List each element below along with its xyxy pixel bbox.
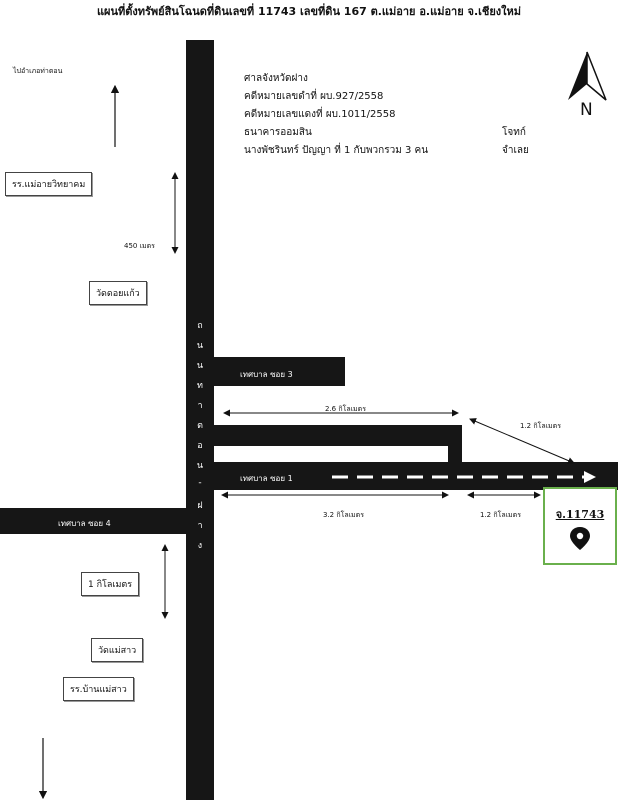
distance-1-2km-top-label: 1.2 กิโลเมตร — [520, 422, 561, 430]
route-arrowhead — [584, 471, 596, 483]
main-road-name-char: - — [198, 478, 202, 488]
school-mae-ai-box: รร.แม่อายวิทยาคม — [5, 172, 92, 196]
black-case-number: คดีหมายเลขดำที่ ผบ.927/2558 — [244, 91, 384, 102]
case-info — [244, 70, 544, 160]
soi1-label: เทศบาล ซอย 1 — [240, 474, 293, 483]
map-title: แผนที่ตั้งทรัพย์สินโฉนดที่ดินเลขที่ 11743 เลขที่ดิน 167 ต.แม่อาย อ.แม่อาย จ.เชียงใหม่ — [96, 5, 522, 18]
main-road-name-char: ถ — [197, 321, 203, 331]
main-road-name-char: น — [196, 341, 204, 351]
distance-450m-label: 450 เมตร — [124, 242, 155, 250]
main-road-name-char: ฝ — [197, 501, 203, 511]
map-pin-icon — [545, 489, 615, 563]
red-case-number: คดีหมายเลขแดงที่ ผบ.1011/2558 — [244, 109, 396, 120]
soi3-label: เทศบาล ซอย 3 — [240, 370, 293, 379]
compass-label: N — [580, 100, 593, 120]
school-mae-sao-box: รร.บ้านแม่สาว — [63, 677, 134, 701]
plaintiff-name: ธนาคารออมสิน — [244, 127, 312, 138]
wat-doi-kaeo-box: วัดดอยแก้ว — [89, 281, 147, 305]
main-road-name-char: า — [197, 401, 203, 411]
defendant-role: จำเลย — [502, 145, 529, 156]
main-road-name-char: น — [196, 461, 204, 471]
property-plot — [543, 487, 617, 565]
main-road-name-char: า — [197, 521, 203, 531]
wat-mae-sao-box: วัดแม่สาว — [91, 638, 143, 662]
plaintiff-role: โจทก์ — [502, 127, 526, 138]
distance-1-2km-bottom-label: 1.2 กิโลเมตร — [480, 511, 521, 519]
north-arrow-icon — [568, 52, 606, 100]
distance-3-2km-label: 3.2 กิโลเมตร — [323, 511, 364, 519]
main-road-name-char: อ — [197, 441, 203, 451]
defendant-name: นางพัชรินทร์ ปัญญา ที่ 1 กับพวกรวม 3 คน — [244, 145, 429, 156]
main-road-name-char: ท — [197, 381, 203, 391]
main-road-name-char: ต — [197, 421, 203, 431]
distance-2-6km-label: 2.6 กิโลเมตร — [325, 405, 366, 413]
main-road-name-char: น — [196, 361, 204, 371]
main-road-name-char: ง — [197, 541, 203, 551]
soi4-label: เทศบาล ซอย 4 — [58, 519, 111, 528]
one-km-box: 1 กิโลเมตร — [81, 572, 139, 596]
to-tha-ton-label: ไปอำเภอท่าตอน — [13, 67, 63, 75]
court-name: ศาลจังหวัดฝาง — [244, 73, 308, 84]
plot-number: จ.11743 — [555, 508, 605, 521]
